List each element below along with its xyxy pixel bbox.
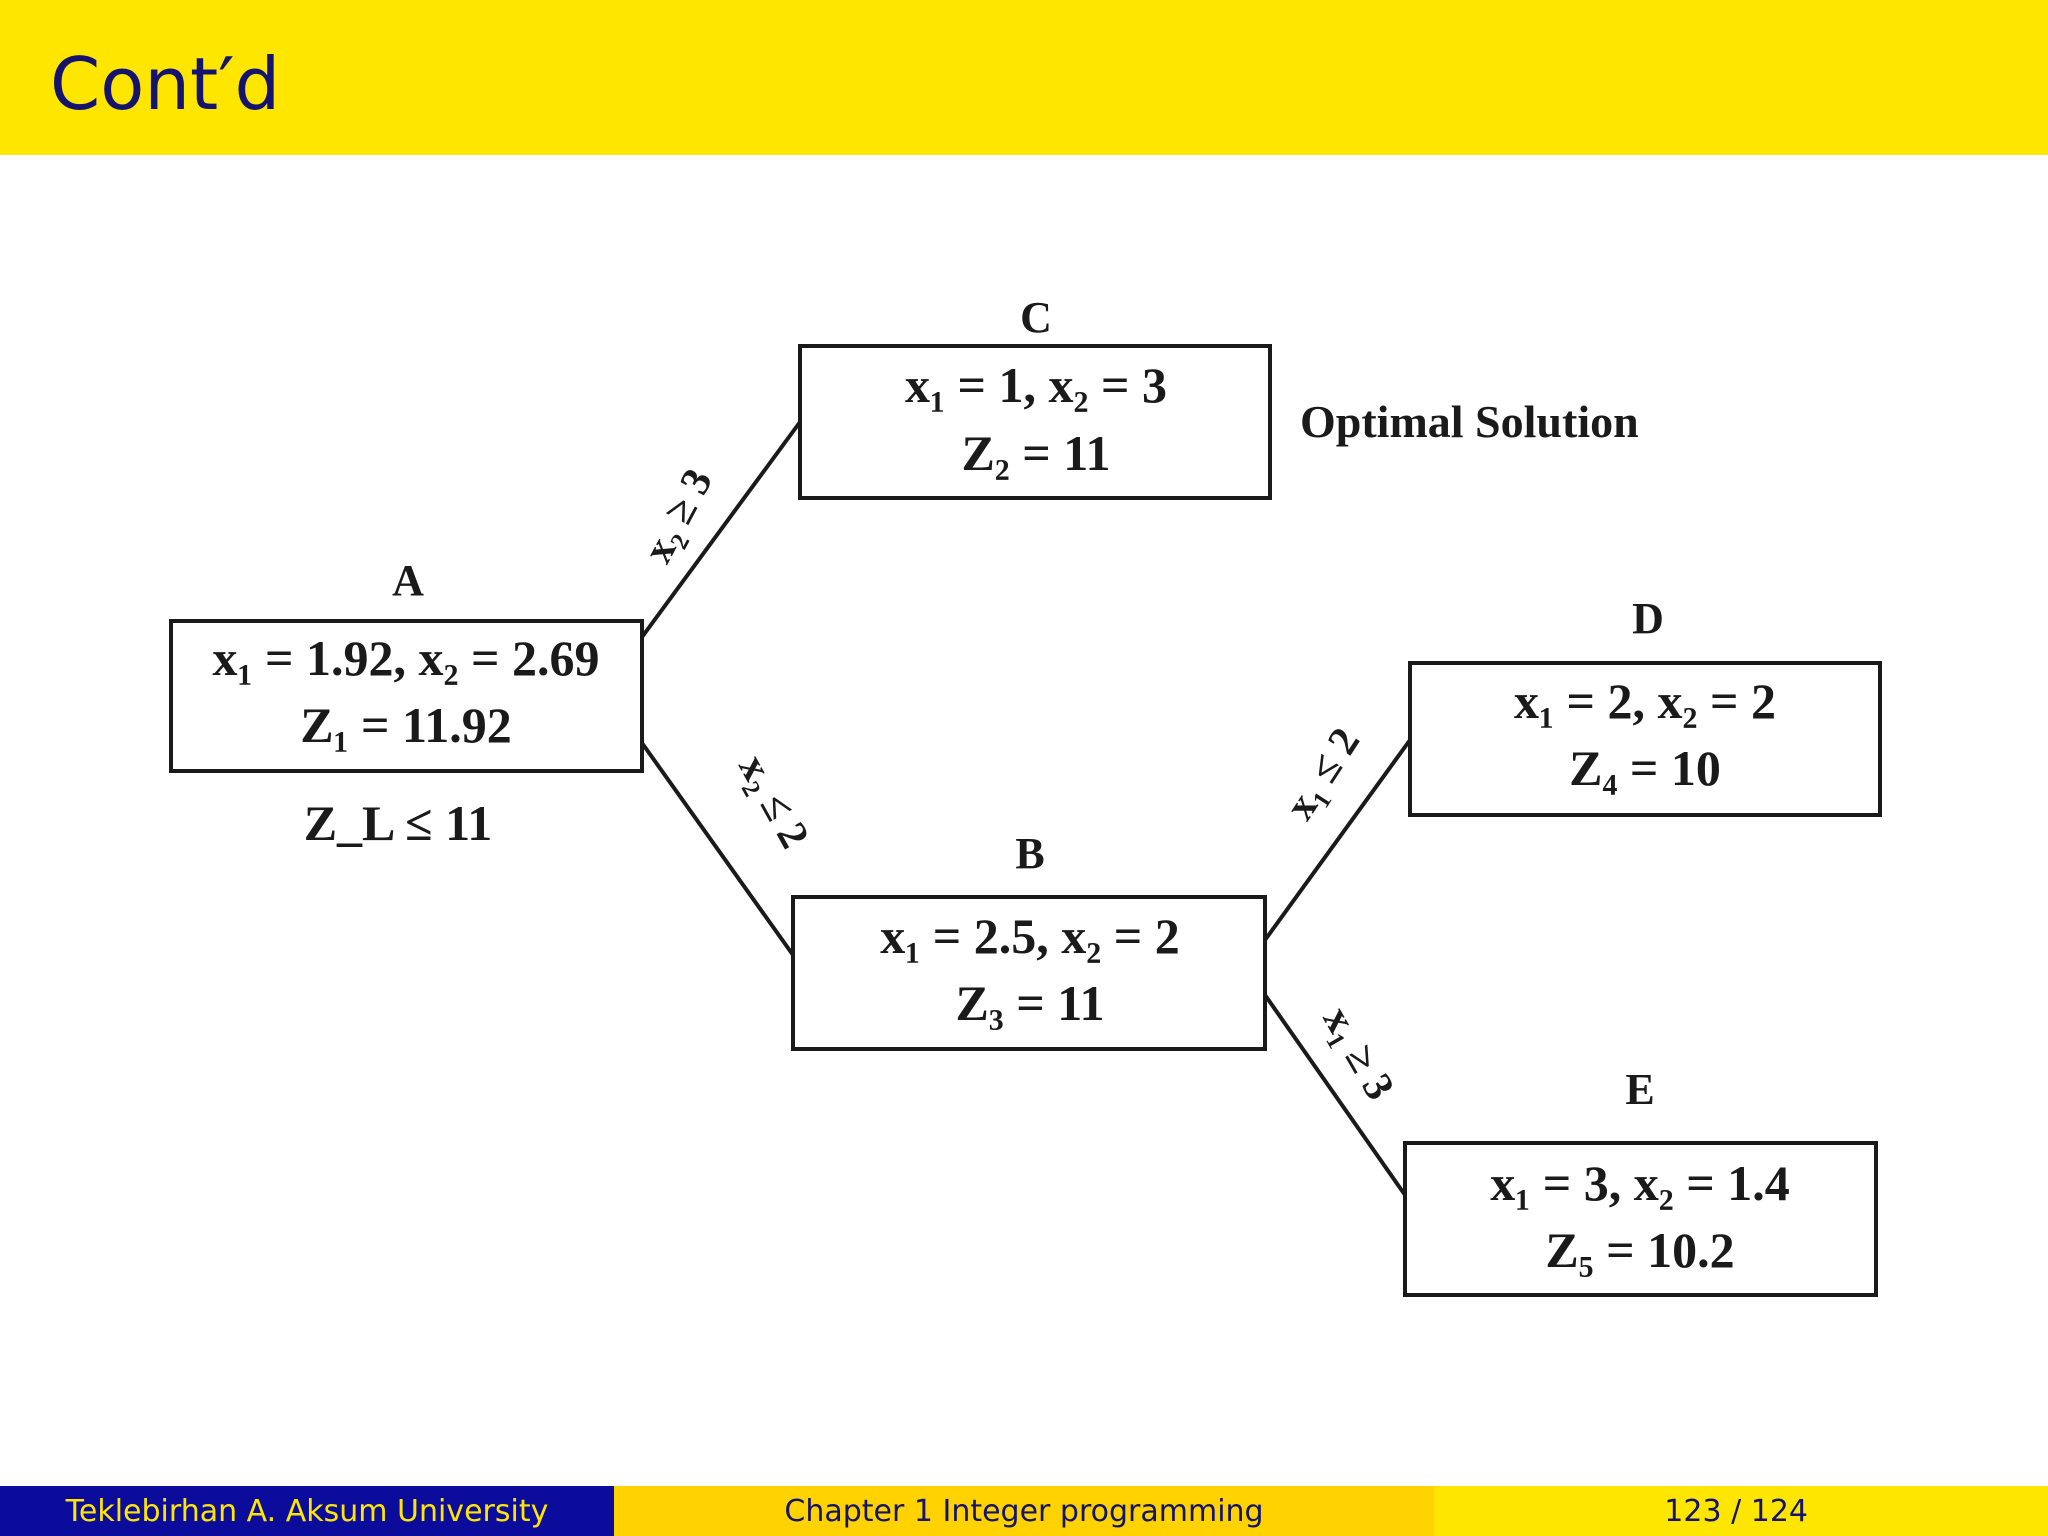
optimal-solution-note: Optimal Solution: [1300, 396, 1639, 447]
node-b-objective: Z₃ = 11: [955, 975, 1105, 1031]
edge-label-a-c: x₂ ≥ 3: [635, 461, 722, 571]
node-a-label: A: [392, 556, 424, 605]
edge-label-a-b: x₂ ≤ 2: [729, 747, 818, 856]
footer-page-number: 123 / 124: [1434, 1486, 2048, 1536]
node-d-objective: Z₄ = 10: [1569, 740, 1721, 796]
node-c-objective: Z₂ = 11: [961, 425, 1111, 481]
slide-title: Cont′d: [50, 42, 281, 126]
node-c-values: x₁ = 1, x₂ = 3: [905, 357, 1167, 413]
node-d-values: x₁ = 2, x₂ = 2: [1514, 673, 1776, 729]
node-e-values: x₁ = 3, x₂ = 1.4: [1490, 1155, 1790, 1211]
node-d-label: D: [1632, 594, 1664, 643]
edge-label-b-d: x₁ ≤ 2: [1276, 720, 1370, 828]
node-e-objective: Z₅ = 10.2: [1545, 1222, 1735, 1278]
node-b-label: B: [1015, 829, 1045, 878]
node-e-label: E: [1625, 1065, 1655, 1114]
edge-label-b-e: x₁ ≥ 3: [1313, 999, 1403, 1108]
node-c-label: C: [1020, 293, 1052, 342]
node-b-values: x₁ = 2.5, x₂ = 2: [880, 908, 1180, 964]
node-a-objective: Z₁ = 11.92: [300, 697, 512, 753]
footer-chapter: Chapter 1 Integer programming: [614, 1486, 1434, 1536]
node-a-values: x₁ = 1.92, x₂ = 2.69: [212, 630, 600, 686]
node-a-bound-note: Z_L ≤ 11: [303, 795, 493, 851]
slide-footer: [0, 1486, 2048, 1536]
footer-author: Teklebirhan A. Aksum University: [0, 1486, 614, 1536]
